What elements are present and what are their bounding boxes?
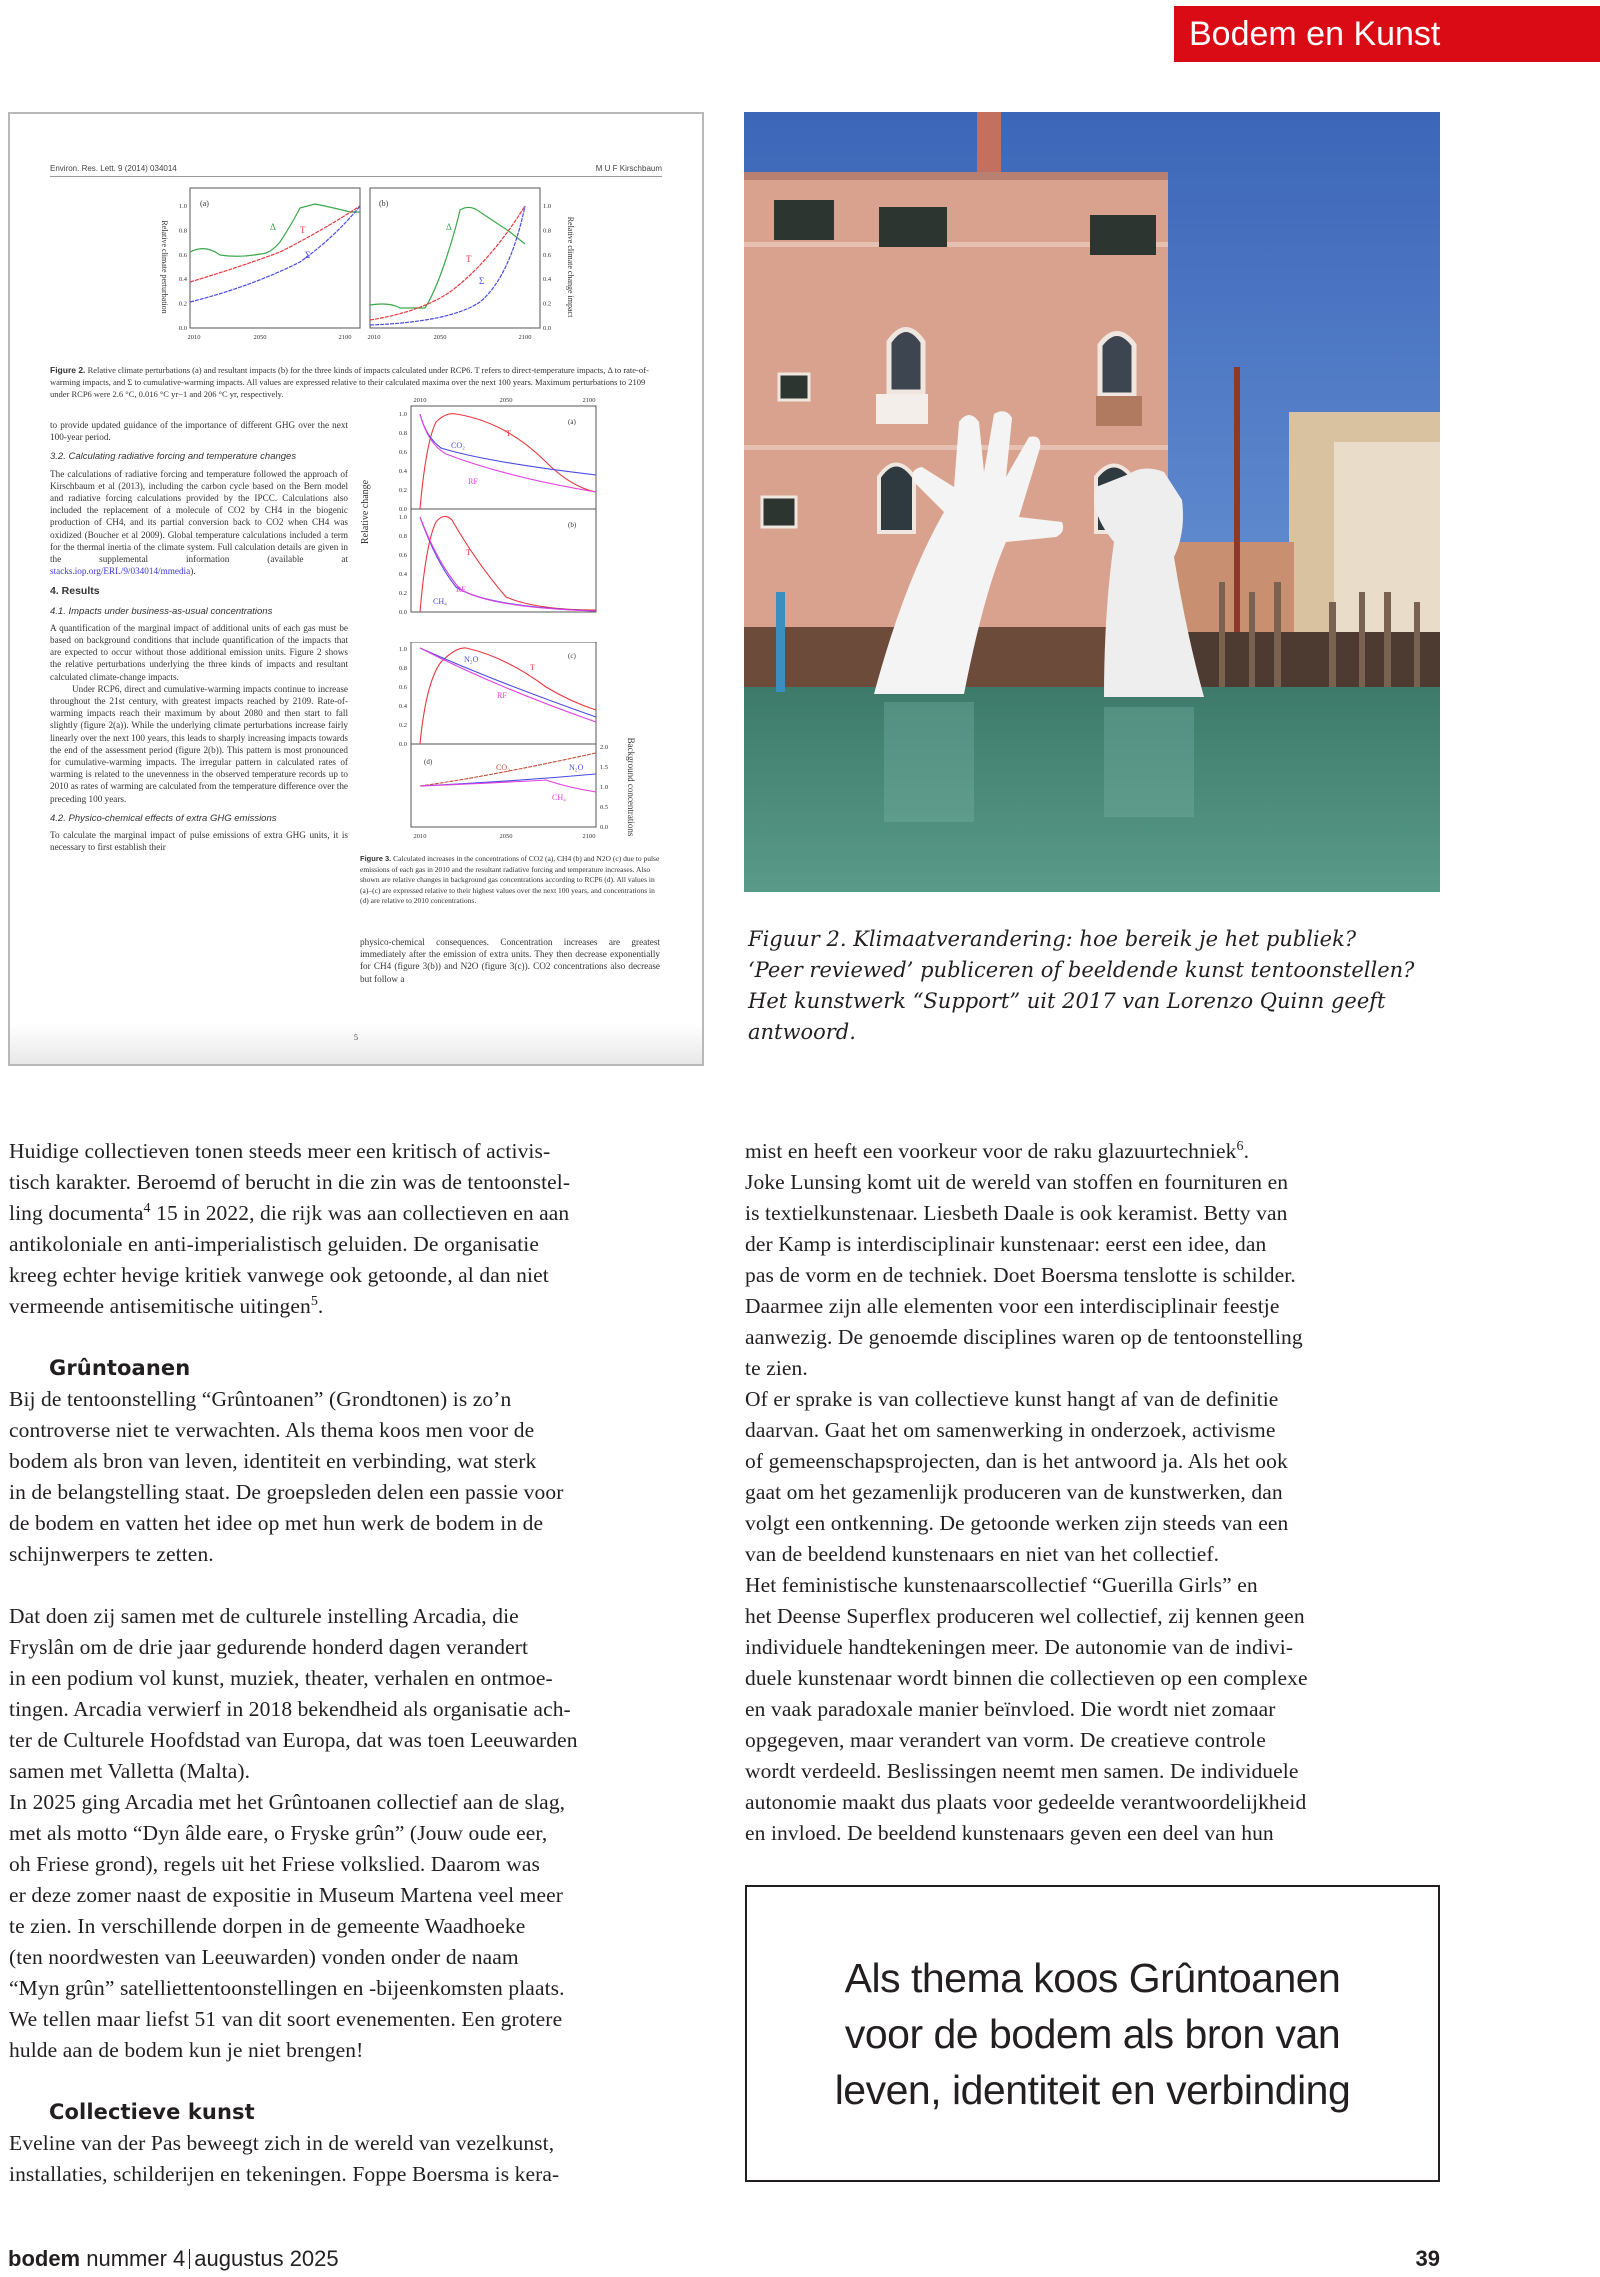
text-line: Eveline van der Pas beweegt zich in de wereld van vezelkunst,: [9, 2131, 555, 2155]
caption-line-2: ‘Peer reviewed’ publiceren of beeldende kunst tentoonstellen?: [748, 958, 1415, 982]
pull-quote: [745, 1885, 1440, 2182]
fig3b-CH4-label: CH₄: [433, 597, 447, 606]
text-line: of gemeenschapsprojecten, dan is het antwoord ja. Als het ook: [745, 1449, 1288, 1473]
text-line: (ten noordwesten van Leeuwarden) vonden onder de naam: [9, 1945, 519, 1969]
palazzo-cornice: [744, 172, 1168, 180]
fig2-ylabel-left: Relative climate perturbation: [160, 220, 169, 314]
text-line: tisch karakter. Beroemd of berucht in die zin was de tentoonstel-: [9, 1170, 571, 1194]
paragraph-collectieve: [9, 2128, 709, 2190]
paper-page-image: [8, 112, 704, 1066]
fig2-xtick: 2050: [253, 334, 267, 341]
paper-bottom-shade: [10, 1024, 702, 1064]
fig3-caption-text: Calculated increases in the concentrations of CO2 (a), CH4 (b) and N2O (c) due to pulse emissions of each gas in 2010 and the resultant radiative forcing and temperature increases. Also shown are relative changes in background gas concentrations according to RCP6 (d). All values in (a)–(c) are expressed relative to their highest values over the next 100 years, and concentrations in (d) are relative to 2010 concentrations.: [360, 854, 660, 905]
fig2-ytick-right: 0.4: [543, 276, 552, 284]
text-line: met als motto “Dyn âlde eare, o Fryske grûn” (Jouw oude eer,: [9, 1821, 548, 1845]
fig2-ylabel-right: Relative climate change impact: [566, 216, 575, 318]
text-line: daarvan. Gaat het om samenwerking in onderzoek, activisme: [745, 1418, 1276, 1442]
footnote-ref-5[interactable]: 5: [310, 1293, 318, 1309]
paper-figure-2: [150, 182, 590, 352]
venice-hands-illustration: [744, 112, 1440, 892]
fig3b-ytick: 0.0: [398, 609, 407, 616]
fig3d-ytick-right: 1.0: [600, 784, 609, 791]
text-line: opgegeven, maar verandert van vorm. De creatieve controle: [745, 1728, 1266, 1752]
footnote-ref-4[interactable]: 4: [143, 1200, 151, 1216]
fig2-panel-a-frame: [190, 188, 360, 328]
fig2-ytick-left: 1.0: [178, 203, 187, 210]
fig3a-RF-label: RF: [468, 477, 478, 486]
paper-heading-3-2: 3.2. Calculating radiative forcing and temperature changes: [50, 451, 297, 463]
text-line: er deze zomer naast de expositie in Museum Martena veel meer: [9, 1883, 564, 1907]
fig2-ytick-right: 1.0: [543, 203, 552, 210]
fig3d-ytick-right: 0.0: [600, 824, 609, 831]
fig3-panel-d-label: (d): [424, 758, 433, 766]
fig3b-ytick: 0.4: [398, 571, 407, 578]
text-line: in een podium vol kunst, muziek, theater, verhalen en ontmoe-: [9, 1666, 553, 1690]
paper-figure-3: [356, 392, 686, 642]
fig3-xtick-top: 2100: [582, 397, 596, 404]
text-line: hulde aan de bodem kun je niet brengen!: [9, 2038, 364, 2062]
paper-para-3-2-text: The calculations of radiative forcing and temperature followed the approach of Kirschbaum et al (2013), including the carbon cycle based on the Bern model and radiative forcing calculations provided by the IPCC. Calculations also included the replacement of a molecule of CO2 by CH4 in the biogenic production of CH4, and its partial conversion back to CO2 when CH4 was oxidized (Boucher et al 2009). Global temperature calculations included a term for the thermal inertia of the climate system. Full calculation details are given in the supplemental information (available at: [50, 468, 348, 565]
gothic-window: [889, 330, 923, 393]
text-line: Of er sprake is van collectieve kunst hangt af van de definitie: [745, 1387, 1279, 1411]
article-left-column: [9, 1136, 709, 2190]
paper-col2-text: physico-chemical consequences. Concentration increases are greatest immediately after the emission of extra units. They then decrease exponentially for CH4 (figure 3(b)) and N2O (figure 3(c)). CO2 concentrations also decrease but follow a: [360, 937, 660, 984]
water-reflection: [884, 702, 974, 822]
page-number: 39: [1415, 2246, 1440, 2271]
canal-water: [744, 687, 1440, 892]
figure-caption: [748, 924, 1448, 1048]
fig2b-delta-label: Δ: [446, 222, 452, 232]
window-shutter: [1090, 215, 1156, 255]
fig2-panel-b-frame: [370, 188, 540, 328]
fig3b-ytick: 0.6: [398, 552, 407, 559]
paper-supplement-link[interactable]: stacks.iop.org/ERL/9/034014/mmedia: [50, 566, 191, 577]
fig3a-ytick: 0.4: [398, 468, 407, 475]
fig3b-ytick: 0.2: [398, 590, 407, 597]
fig3d-yticks-right: [600, 744, 608, 831]
text-line: oh Friese grond), regels uit het Friese volkslied. Daarom was: [9, 1852, 540, 1876]
fig2-ytick-right: 0.8: [543, 227, 552, 235]
fig2a-T-label: T: [300, 225, 306, 235]
fig2b-sigma-label: Σ: [479, 276, 485, 286]
page-footer: [8, 2246, 339, 2272]
fig2-xticks: [188, 334, 532, 341]
chimney: [977, 112, 1001, 182]
fig3c-ytick: 0.2: [398, 722, 407, 729]
text-line: het Deense Superflex produceren wel collectief, zij kennen geen: [745, 1604, 1305, 1628]
text-line: mist en heeft een voorkeur voor de raku glazuurtechniek: [745, 1139, 1237, 1163]
fig3-panel-b-label: (b): [568, 521, 577, 529]
text-line: samen met Valletta (Malta).: [9, 1759, 251, 1783]
fig3d-CH4-label: CH₄: [552, 793, 566, 802]
text-line: Joke Lunsing komt uit de wereld van stoffen en fournituren en: [745, 1170, 1289, 1194]
fig3d-CO2-label: CO₂: [496, 763, 510, 772]
palazzo-band-2: [744, 445, 1168, 450]
text-line: individuele handtekeningen meer. De autonomie van de indivi-: [745, 1635, 1294, 1659]
text-line: Bij de tentoonstelling “Grûntoanen” (Grondtonen) is zo’n: [9, 1387, 512, 1411]
fig2-caption-text: Relative climate perturbations (a) and resultant impacts (b) for the three kinds of impacts calculated under RCP6. T refers to direct-temperature impacts, Δ to rate-of-warming impacts, and Σ to cumulative-warming impacts. All values are expressed relative to their calculated maxima over the next 100 years. Maximum perturbations to 2109 under RCP6 were 2.6 °C, 0.016 °C yr−1 and 206 °C yr, respectively.: [50, 365, 649, 399]
text-line: Daarmee zijn alle elementen voor een interdisciplinair feestje: [745, 1294, 1280, 1318]
fig3a-ytick: 0.0: [398, 506, 407, 513]
footer-date: augustus 2025: [194, 2246, 339, 2271]
text-line: ling documenta: [9, 1201, 144, 1225]
fig2-xtick: 2010: [367, 334, 381, 341]
balcony: [1096, 396, 1142, 426]
fig2-caption-label: Figure 2.: [50, 365, 86, 375]
fig3b-ytick: 0.8: [398, 533, 407, 540]
text-line: schijnwerpers te zetten.: [9, 1542, 214, 1566]
pull-quote-line-3: leven, identiteit en verbinding: [834, 2066, 1351, 2113]
text-line: antikoloniale en anti-imperialistisch geluiden. De organisatie: [9, 1232, 540, 1256]
window-shutter: [879, 207, 947, 247]
fig2-ytick-right: 0.6: [543, 251, 552, 259]
fig2-xtick: 2100: [518, 334, 532, 341]
text-line: volgt een ontkenning. De getoonde werken zijn steeds van een: [745, 1511, 1289, 1535]
paper-heading-4-1: 4.1. Impacts under business-as-usual concentrations: [50, 605, 273, 617]
fig2a-T-curve: [190, 206, 360, 282]
small-window: [779, 374, 809, 400]
paper-para-4-1a: A quantification of the marginal impact of additional units of each gas must be based on background conditions that include quantification of the impacts that are expected to occur without those additional emission units. Figure 2 shows the relative perturbations underlying the three kinds of impacts and resultant calculated climate-change impacts.: [50, 622, 348, 682]
paper-para-3-2-end: ).: [190, 566, 196, 577]
jetty: [1164, 632, 1440, 692]
gothic-window: [879, 465, 914, 533]
fig3c-T-label: T: [530, 663, 535, 672]
pull-quote-line-2: voor de bodem als bron van: [844, 2010, 1341, 2057]
paragraph-continued: [745, 1136, 1445, 1167]
text-line: Het feministische kunstenaarscollectief “Guerilla Girls” en: [745, 1573, 1258, 1597]
fig3a-ytick: 1.0: [398, 411, 407, 418]
paper-para-4-2: To calculate the marginal impact of pulse emissions of extra GHG units, it is necessary to first establish their: [50, 830, 348, 853]
fig2a-delta-label: Δ: [270, 222, 276, 232]
fig2b-T-label: T: [466, 254, 472, 264]
fig3a-T-label: T: [506, 429, 511, 438]
fig2-panel-b-label: (b): [379, 199, 389, 208]
gothic-window: [1100, 334, 1134, 396]
fig3-caption-label: Figure 3.: [360, 854, 392, 863]
fig3c-yticks: [399, 646, 408, 748]
fig3c-ytick: 0.4: [398, 703, 407, 710]
text-line: controverse niet te verwachten. Als thema koos men voor de: [9, 1418, 535, 1442]
fig2-panel-a-label: (a): [200, 199, 209, 208]
water-reflection: [1104, 707, 1194, 817]
text-line: In 2025 ging Arcadia met het Grûntoanen collectief aan de slag,: [9, 1790, 566, 1814]
pull-quote-line-1: Als thema koos Grûntoanen: [844, 1954, 1341, 2001]
fig3-bottom-xticks: [414, 833, 596, 840]
text-line: tingen. Arcadia verwierf in 2018 bekendheid als organisatie ach-: [9, 1697, 571, 1721]
fig3a-T-curve: [420, 414, 596, 509]
paper-column-2: [360, 936, 660, 985]
fig3-xtick-top: 2050: [499, 397, 513, 404]
text-line: 15 in 2022, die rijk was aan collectieven en aan: [150, 1201, 570, 1225]
paragraph-members: [745, 1167, 1445, 1849]
text-line: in de belangstelling staat. De groepsleden delen een passie voor: [9, 1480, 564, 1504]
heading-collectieve-kunst: Collectieve kunst: [49, 2100, 255, 2124]
text-line: “Myn grûn” satelliettentoonstellingen en -bijeenkomsten plaats.: [9, 1976, 565, 2000]
paper-para-4-1b: Under RCP6, direct and cumulative-warming impacts continue to increase throughout the 21st century, with greatest impacts reached by 2109. Rate-of-warming impacts reach their maximum by about 2080 and then start to fall slightly (figure 2(a)). While the underlying climate perturbations increase fairly linearly over the next 100 years, this leads to sharply increasing impacts towards the end of the assessment period (figure 2(b)). This pattern is most pronounced for cumulative-warming impacts. The irregular pattern in calculated rates of warming is related to the unevenness in the observed temperature records up to 2010 as rates of warming are calculated from the temperature difference over the preceding 100 years.: [50, 683, 348, 804]
fig2-xtick: 2050: [433, 334, 447, 341]
fig2-ytick-right: 0.0: [543, 325, 552, 332]
fig3-xtick-top: 2010: [413, 397, 427, 404]
support-sculpture-photo: [744, 112, 1440, 892]
text-line: .: [317, 1294, 324, 1318]
fig3c-ytick: 0.0: [398, 741, 407, 748]
text-line: gaat om het gezamenlijk produceren van de kunstwerken, dan: [745, 1480, 1283, 1504]
text-line: pas de vorm en de techniek. Doet Boersma tenslotte is schilder.: [745, 1263, 1296, 1287]
fig3d-N2O-curve: [420, 774, 596, 786]
fig2-ytick-left: 0.0: [178, 325, 187, 332]
paper-heading-results: 4. Results: [50, 585, 100, 598]
text-line: duele kunstenaar wordt binnen die collectieven op een complexe: [745, 1666, 1308, 1690]
fig3-panel-c-label: (c): [568, 652, 576, 660]
text-line: We tellen maar liefst 51 van dit soort evenementen. Een grotere: [9, 2007, 563, 2031]
text-line: Fryslân om de drie jaar gedurende honderd dagen verandert: [9, 1635, 529, 1659]
footer-brand: bodem: [8, 2246, 81, 2271]
fig3a-ytick: 0.6: [398, 449, 407, 456]
paper-heading-4-2: 4.2. Physico-chemical effects of extra GHG emissions: [50, 812, 277, 824]
fig2-ytick-left: 0.2: [178, 300, 187, 308]
fig3d-ytick-right: 1.5: [600, 764, 609, 771]
text-line: autonomie maakt dus plaats voor gedeelde verantwoordelijkheid: [745, 1790, 1307, 1814]
fig3a-ytick: 0.8: [398, 430, 407, 437]
section-tag: Bodem en Kunst: [1174, 6, 1600, 62]
fig3-yticks: [399, 411, 408, 616]
text-line: is textielkunstenaar. Liesbeth Daale is ook keramist. Betty van: [745, 1201, 1288, 1225]
text-line: de bodem en vatten het idee op met hun werk de bodem in de: [9, 1511, 544, 1535]
fig2-ytick-left: 0.6: [178, 251, 187, 259]
fig3b-ytick: 1.0: [398, 514, 407, 521]
fig3-ylabel: Relative change: [360, 479, 371, 545]
text-line: Huidige collectieven tonen steeds meer een kritisch of activis-: [9, 1139, 551, 1163]
fig2-xtick: 2010: [187, 334, 201, 341]
text-line: te zien. In verschillende dorpen in de gemeente Waadhoeke: [9, 1914, 526, 1938]
fig2-ytick-left: 0.4: [178, 276, 187, 284]
small-window: [762, 497, 796, 527]
fig3b-RF-label: RF: [456, 585, 466, 594]
fig3c-T-curve: [420, 648, 596, 744]
paper-journal: Environ. Res. Lett. 9 (2014) 034014: [50, 164, 177, 173]
fig2a-sigma-curve: [190, 206, 360, 302]
window-shutter: [774, 200, 834, 240]
text-line: vermeende antisemitische uitingen: [9, 1294, 311, 1318]
paper-author: M U F Kirschbaum: [595, 164, 662, 173]
striped-pole: [776, 592, 785, 692]
fig3b-T-label: T: [466, 548, 471, 557]
fig3-top-xticks: [414, 397, 596, 404]
text-line: bodem als bron van leven, identiteit en verbinding, wat sterk: [9, 1449, 537, 1473]
text-line: .: [1243, 1139, 1250, 1163]
text-line: kreeg echter hevige kritiek vanwege ook getoonde, al dan niet: [9, 1263, 549, 1287]
fig3-caption: [360, 854, 660, 907]
paragraph-arcadia: [9, 1601, 709, 2066]
text-line: ter de Culturele Hoofdstad van Europa, dat was toen Leeuwarden: [9, 1728, 578, 1752]
fig2a-sigma-label: Σ: [305, 250, 311, 260]
footer-issue: nummer 4: [86, 2246, 186, 2271]
article-right-column: [745, 1136, 1445, 1849]
text-line: Dat doen zij samen met de culturele instelling Arcadia, die: [9, 1604, 519, 1628]
paper-figure-3-lower: [356, 642, 686, 847]
fig3-xtick-bottom: 2050: [499, 833, 513, 840]
paper-page-number: 5: [354, 1033, 358, 1042]
text-line: wordt verdeeld. Beslissingen neemt men samen. De individuele: [745, 1759, 1299, 1783]
caption-line-4: antwoord.: [748, 1020, 856, 1044]
heading-gruntoanen: Grûntoanen: [49, 1356, 191, 1380]
footnote-ref-6[interactable]: 6: [1236, 1138, 1244, 1154]
fig3d-ytick-right: 0.5: [600, 804, 609, 811]
fig3c-ytick: 1.0: [398, 646, 407, 653]
paper-intro: to provide updated guidance of the importance of different GHG over the next 100-year period.: [50, 420, 348, 443]
fig3-panel-a-label: (a): [568, 418, 576, 426]
fig2-ytick-left: 0.8: [178, 227, 187, 235]
paragraph-gruntoanen: [9, 1384, 709, 1570]
fig3c-ytick: 0.8: [398, 665, 407, 672]
text-line: en vaak paradoxale manier beïnvloed. Die wordt niet zomaar: [745, 1697, 1276, 1721]
fig3a-CO2-label: CO₂: [451, 441, 465, 450]
fig3c-N2O-label: N₂O: [464, 655, 479, 664]
paper-para-3-2: [50, 468, 348, 578]
fig3c-RF-label: RF: [497, 691, 507, 700]
balcony: [876, 394, 928, 424]
text-line: aanwezig. De genoemde disciplines waren op de tentoonstelling: [745, 1325, 1303, 1349]
fig3d-ytick-right: 2.0: [600, 744, 609, 751]
text-line: van de beeldend kunstenaars en niet van het collectief.: [745, 1542, 1220, 1566]
caption-line-3: Het kunstwerk “Support” uit 2017 van Lorenzo Quinn geeft: [748, 989, 1386, 1013]
text-line: der Kamp is interdisciplinair kunstenaar: eerst een idee, dan: [745, 1232, 1267, 1256]
caption-line-1: Figuur 2. Klimaatverandering: hoe bereik je het publiek?: [748, 927, 1357, 951]
fig3c-ytick: 0.6: [398, 684, 407, 691]
text-line: te zien.: [745, 1356, 808, 1380]
fig2-ytick-right: 0.2: [543, 300, 552, 308]
paragraph-intro: [9, 1136, 709, 1322]
fig3a-ytick: 0.2: [398, 487, 407, 494]
text-line: installaties, schilderijen en tekeningen. Foppe Boersma is kera-: [9, 2162, 560, 2186]
fig3-ylabel-right: Background concentrations: [626, 737, 636, 837]
text-line: en invloed. De beeldend kunstenaars geven een deel van hun: [745, 1821, 1274, 1845]
fig2-xtick: 2100: [338, 334, 352, 341]
paper-column-1: [50, 419, 348, 854]
fig3-xtick-bottom: 2010: [413, 833, 427, 840]
paper-running-head: [50, 164, 662, 177]
fig3d-N2O-label: N₂O: [569, 763, 584, 772]
fig3-xtick-bottom: 2100: [582, 833, 596, 840]
footer-separator: [189, 2249, 190, 2269]
